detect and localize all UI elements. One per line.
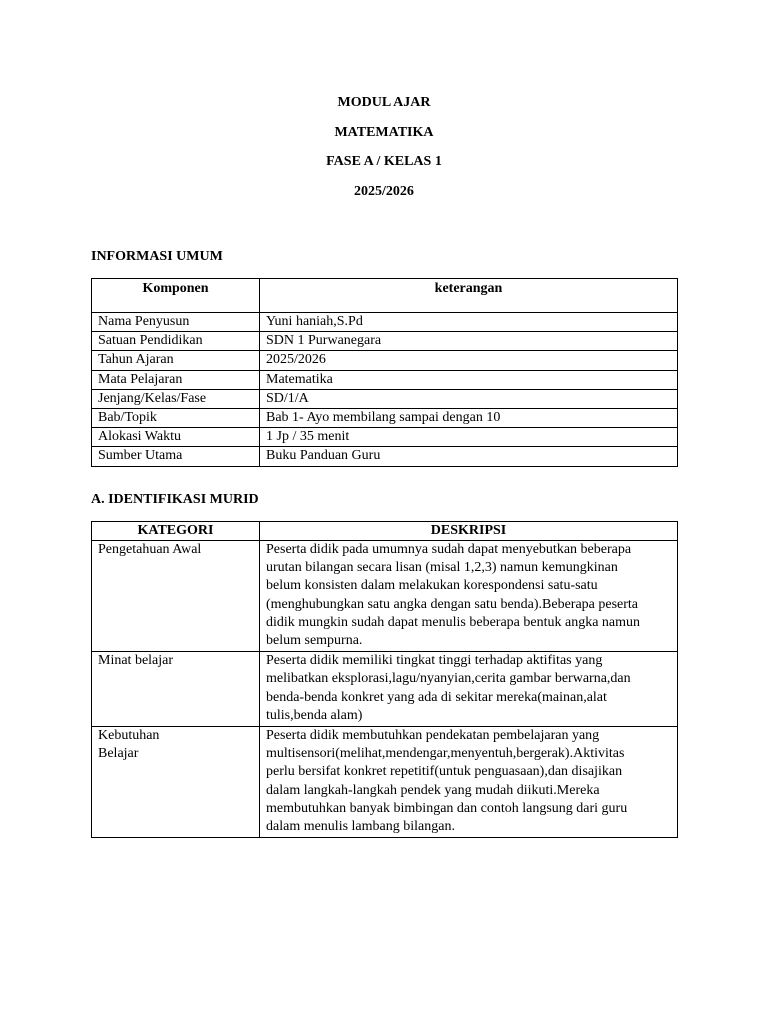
section-heading-identifikasi-murid: A. IDENTIFIKASI MURID bbox=[91, 492, 259, 507]
title-subject: MATEMATIKA bbox=[334, 124, 434, 140]
row-label: Nama Penyusun bbox=[92, 313, 260, 332]
section-heading-informasi-umum: INFORMASI UMUM bbox=[91, 249, 223, 264]
deskripsi-line: multisensori(melihat,mendengar,menyentuh,bergerak).Aktivitas bbox=[266, 746, 625, 762]
kategori-cell bbox=[92, 727, 260, 838]
table-row bbox=[92, 351, 678, 370]
kategori-label: Kebutuhan bbox=[98, 728, 160, 744]
table-row bbox=[92, 313, 678, 332]
row-label: Satuan Pendidikan bbox=[92, 332, 260, 351]
table-row bbox=[92, 447, 678, 466]
kategori-label: Minat belajar bbox=[98, 653, 174, 669]
row-value: SDN 1 Purwanegara bbox=[260, 332, 678, 351]
row-value: Matematika bbox=[260, 370, 678, 389]
row-label: Mata Pelajaran bbox=[92, 370, 260, 389]
deskripsi-line: Peserta didik pada umumnya sudah dapat menyebutkan beberapa bbox=[266, 542, 632, 557]
deskripsi-cell bbox=[260, 541, 678, 652]
table-row bbox=[92, 727, 678, 838]
deskripsi-line: urutan bilangan secara lisan (misal 1,2,3) namun kemungkinan bbox=[266, 560, 618, 576]
header-deskripsi: DESKRIPSI bbox=[260, 522, 678, 541]
deskripsi-line: dalam langkah-langkah pendek yang mudah diikuti.Mereka bbox=[266, 782, 600, 798]
table-row bbox=[92, 409, 678, 428]
deskripsi-line: membutuhkan banyak bimbingan dan contoh langsung dari guru bbox=[266, 800, 628, 816]
row-label: Sumber Utama bbox=[92, 447, 260, 466]
table-row bbox=[92, 332, 678, 351]
title-modul-ajar: MODUL AJAR bbox=[337, 95, 431, 110]
row-value: Yuni haniah,S.Pd bbox=[260, 313, 678, 332]
row-value: 1 Jp / 35 menit bbox=[260, 428, 678, 447]
table-row bbox=[92, 370, 678, 389]
deskripsi-cell bbox=[260, 727, 678, 838]
kategori-cell bbox=[92, 541, 260, 652]
header-keterangan: keterangan bbox=[260, 279, 678, 313]
table-row bbox=[92, 652, 678, 727]
deskripsi-line: belum sempurna. bbox=[266, 633, 363, 649]
deskripsi-line: Peserta didik memiliki tingkat tinggi terhadap aktifitas yang bbox=[266, 653, 603, 669]
identifikasi-murid-table bbox=[91, 521, 678, 838]
deskripsi-line: (menghubungkan satu angka dengan satu benda).Beberapa peserta bbox=[266, 596, 639, 612]
deskripsi-line: didik mungkin sudah dapat menulis beberapa bentuk angka namun bbox=[266, 614, 641, 630]
row-label: Alokasi Waktu bbox=[92, 428, 260, 447]
row-value: Bab 1- Ayo membilang sampai dengan 10 bbox=[260, 409, 678, 428]
deskripsi-line: melibatkan eksplorasi,lagu/nyanyian,cerita gambar berwarna,dan bbox=[266, 671, 631, 687]
table-row bbox=[92, 428, 678, 447]
row-label: Bab/Topik bbox=[92, 409, 260, 428]
informasi-umum-table bbox=[91, 278, 678, 467]
row-value: 2025/2026 bbox=[260, 351, 678, 370]
row-value: Buku Panduan Guru bbox=[260, 447, 678, 466]
table-header-row bbox=[92, 279, 678, 313]
title-academic-year: 2025/2026 bbox=[354, 183, 414, 199]
table-row bbox=[92, 389, 678, 408]
kategori-label: Belajar bbox=[98, 746, 139, 762]
kategori-label: Pengetahuan Awal bbox=[98, 542, 202, 557]
table-header-row bbox=[92, 522, 678, 541]
deskripsi-cell bbox=[260, 652, 678, 727]
row-label: Jenjang/Kelas/Fase bbox=[92, 389, 260, 408]
row-label: Tahun Ajaran bbox=[92, 351, 260, 370]
header-komponen: Komponen bbox=[92, 279, 260, 313]
kategori-cell bbox=[92, 652, 260, 727]
deskripsi-line: tulis,benda alam) bbox=[266, 707, 363, 723]
document-title-block bbox=[0, 94, 768, 212]
deskripsi-line: perlu bersifat konkret repetitif(untuk penguasaan),dan disajikan bbox=[266, 764, 623, 780]
title-phase-class: FASE A / KELAS 1 bbox=[326, 154, 442, 169]
deskripsi-line: benda-benda konkret yang ada di sekitar mereka(mainan,alat bbox=[266, 689, 607, 705]
deskripsi-line: Peserta didik membutuhkan pendekatan pembelajaran yang bbox=[266, 728, 600, 744]
row-value: SD/1/A bbox=[260, 389, 678, 408]
table-row bbox=[92, 541, 678, 652]
deskripsi-line: belum konsisten dalam melakukan korespondensi satu-satu bbox=[266, 578, 598, 594]
header-kategori: KATEGORI bbox=[92, 522, 260, 541]
deskripsi-line: dalam menulis lambang bilangan. bbox=[266, 819, 455, 835]
